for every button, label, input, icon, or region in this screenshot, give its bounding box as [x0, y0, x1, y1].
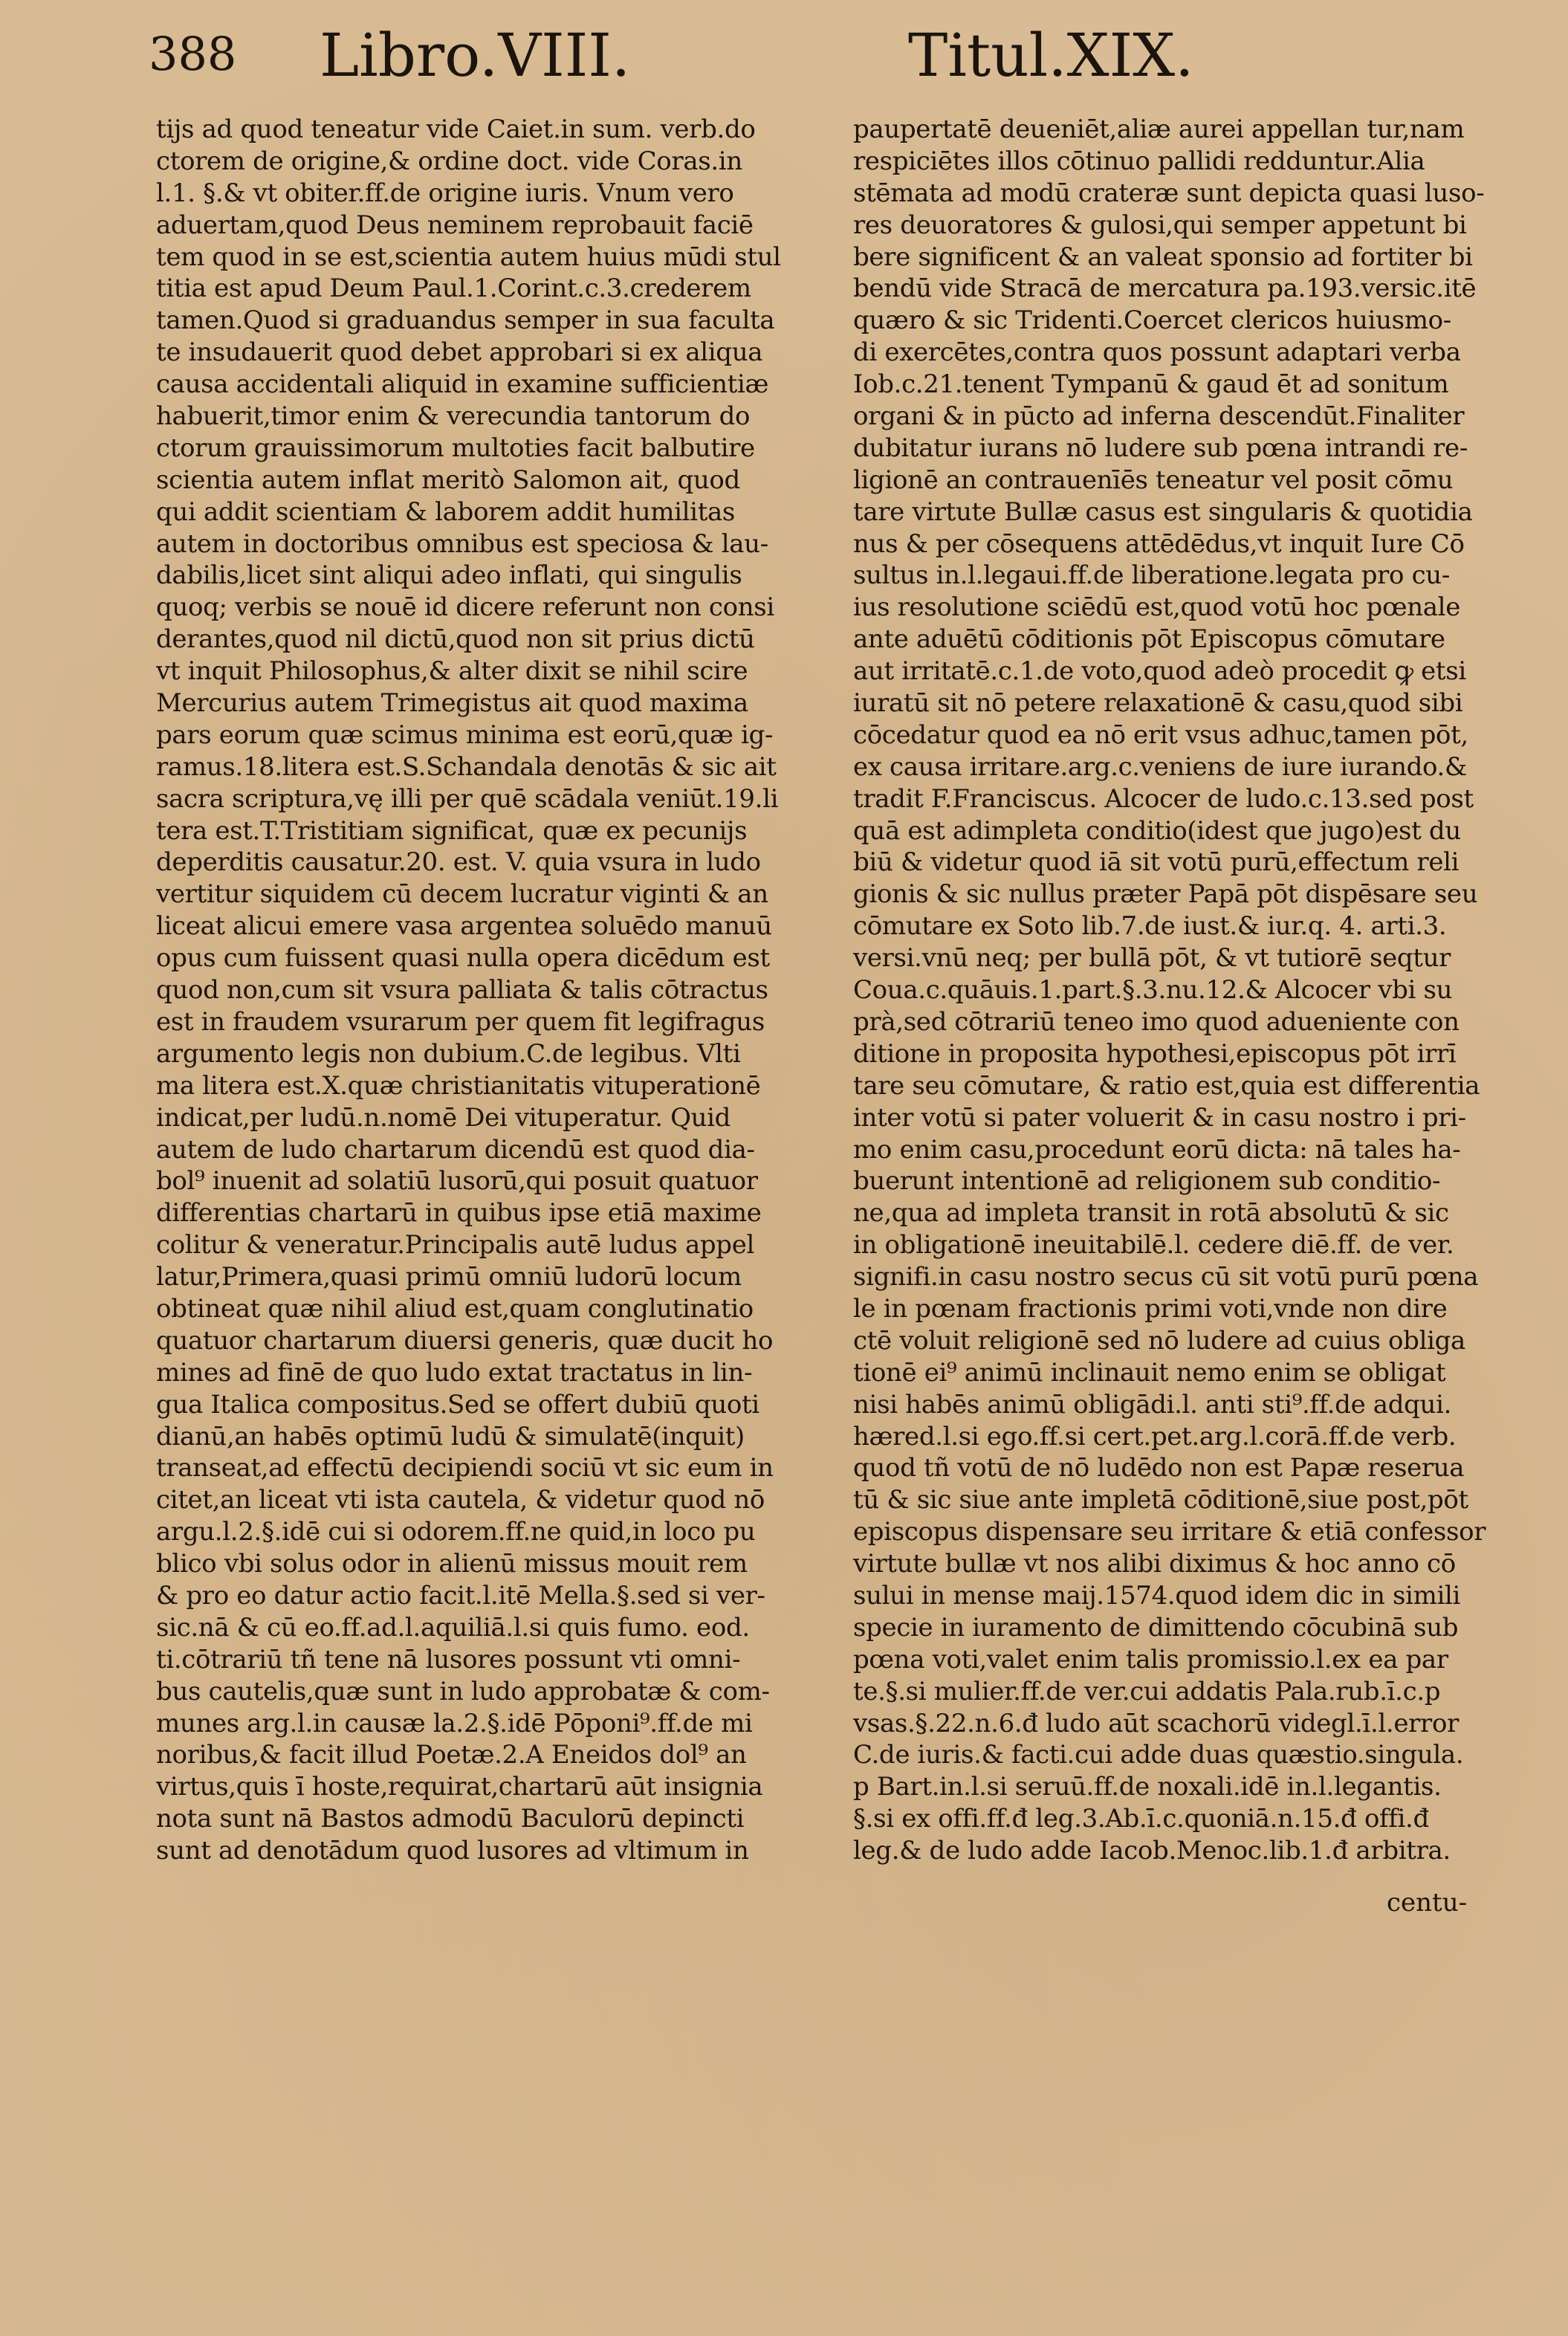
text-line: vertitur siquidem cū decem lucratur viginti & an	[156, 879, 768, 910]
text-line: biū & videtur quod iā sit votū purū,effectum reli	[853, 847, 1460, 878]
text-line: nota sunt nā Bastos admodū Baculorū depincti	[156, 1804, 745, 1834]
text-line: tamen.Quod si graduandus semper in sua faculta	[156, 305, 775, 336]
right-column	[853, 114, 1518, 1867]
text-line: Coua.c.quāuis.1.part.§.3.nu.12.& Alcocer vbi su	[853, 975, 1453, 1006]
text-line: bol⁹ inuenit ad solatiū lusorū,qui posuit quatuor	[156, 1166, 758, 1197]
text-line: ditione in proposita hypothesi,episcopus pōt irrī	[853, 1038, 1457, 1069]
text-line: obtineat quæ nihil aliud est,quam conglutinatio	[156, 1293, 754, 1324]
text-line: hæred.l.si ego.ff.si cert.pet.arg.l.corā.ff.de verb.	[853, 1421, 1457, 1452]
text-line: mo enim casu,procedunt eorū dicta: nā tales ha-	[853, 1134, 1461, 1165]
text-line: quod non,cum sit vsura palliata & talis cōtractus	[156, 975, 768, 1006]
text-line: paupertatē deueniēt,aliæ aurei appellan tur,nam	[853, 114, 1465, 144]
text-line: scientia autem inflat meritò Salomon ait, quod	[156, 465, 740, 495]
text-line: dabilis,licet sint aliqui adeo inflati, qui singulis	[156, 560, 742, 591]
title-heading: Titul.XIX.	[908, 21, 1194, 90]
text-line: quod tñ votū de nō ludēdo non est Papæ reserua	[853, 1453, 1465, 1484]
text-line: episcopus dispensare seu irritare & etiā confessor	[853, 1517, 1486, 1547]
text-line: organi & in pūcto ad inferna descendūt.Finaliter	[853, 401, 1465, 432]
text-line: blico vbi solus odor in alienū missus mouit rem	[156, 1549, 748, 1579]
text-line: gua Italica compositus.Sed se offert dubiū quoti	[156, 1389, 759, 1420]
text-line: res deuoratores & gulosi,qui semper appetunt bi	[853, 210, 1467, 240]
text-line: dianū,an habēs optimū ludū & simulatē(inquit)	[156, 1421, 745, 1452]
text-line: virtus,quis ī hoste,requirat,chartarū aūt insignia	[156, 1772, 763, 1802]
text-line: bere significent & an valeat sponsio ad fortiter bi	[853, 242, 1473, 272]
text-line: bendū vide Stracā de mercatura pa.193.versic.itē	[853, 274, 1477, 304]
text-line: ti.cōtrariū tñ tene nā lusores possunt vti omni-	[156, 1644, 741, 1675]
text-line: ctorum grauissimorum multoties facit balbutire	[156, 433, 755, 463]
text-line: sunt ad denotādum quod lusores ad vltimum in	[156, 1836, 749, 1866]
text-line: Iob.c.21.tenent Tympanū & gaud ēt ad sonitum	[853, 369, 1449, 400]
text-line: tijs ad quod teneatur vide Caiet.in sum. verb.do	[156, 114, 756, 144]
text-line: §.si ex offi.ff.đ leg.3.Ab.ī.c.quoniā.n.15.đ offi.đ	[853, 1804, 1429, 1834]
text-line: noribus,& facit illud Poetæ.2.A Eneidos dol⁹ an	[156, 1740, 747, 1770]
page-number: 388	[149, 27, 237, 81]
text-line: tare virtute Bullæ casus est singularis & quotidia	[853, 496, 1473, 527]
text-line: cōcedatur quod ea nō erit vsus adhuc,tamen pōt,	[853, 719, 1468, 750]
text-line: colitur & veneratur.Principalis autē ludus appel	[156, 1230, 755, 1261]
text-line: sultus in.l.legaui.ff.de liberatione.legata pro cu-	[853, 560, 1450, 591]
text-line: ius resolutione sciēdū est,quod votū hoc pœnale	[853, 592, 1460, 623]
text-line: ctē voluit religionē sed nō ludere ad cuius obliga	[853, 1325, 1465, 1356]
text-line: mines ad finē de quo ludo extat tractatus in lin-	[156, 1357, 753, 1388]
text-line: versi.vnū neq; per bullā pōt, & vt tutiorē seqtur	[853, 943, 1451, 974]
text-line: inter votū si pater voluerit & in casu nostro i pri-	[853, 1102, 1466, 1133]
text-line: tera est.T.Tristitiam significat, quæ ex pecunijs	[156, 815, 748, 846]
text-line: specie in iuramento de dimittendo cōcubinā sub	[853, 1612, 1459, 1643]
text-line: munes arg.l.in causæ la.2.§.idē Pōponi⁹.ff.de mi	[156, 1708, 753, 1738]
text-line: tionē ei⁹ animū inclinauit nemo enim se obligat	[853, 1357, 1446, 1388]
text-line: deperditis causatur.20. est. V. quia vsura in ludo	[156, 847, 761, 878]
text-line: pœna voti,valet enim talis promissio.l.ex ea par	[853, 1644, 1448, 1675]
text-line: C.de iuris.& facti.cui adde duas quæstio.singula.	[853, 1740, 1464, 1770]
text-line: ctorem de origine,& ordine doct. vide Coras.in	[156, 146, 742, 176]
text-line: differentias chartarū in quibus ipse etiā maxime	[156, 1198, 762, 1229]
text-line: ne,qua ad impleta transit in rotā absolutū & sic	[853, 1198, 1449, 1229]
text-line: respiciētes illos cōtinuo pallidi redduntur.Alia	[853, 146, 1425, 176]
text-line: quoq; verbis se nouē id dicere referunt non consi	[156, 592, 774, 623]
text-line: leg.& de ludo adde Iacob.Menoc.lib.1.đ arbitra.	[853, 1836, 1451, 1866]
text-line: sului in mense maij.1574.quod idem dic in simili	[853, 1580, 1461, 1611]
text-line: quatuor chartarum diuersi generis, quæ ducit ho	[156, 1325, 774, 1356]
text-line: latur,Primera,quasi primū omniū ludorū locum	[156, 1262, 742, 1292]
text-line: est in fraudem vsurarum per quem fit legifragus	[156, 1006, 765, 1037]
text-line: titia est apud Deum Paul.1.Corint.c.3.crederem	[156, 274, 751, 304]
text-line: autem in doctoribus omnibus est speciosa & lau-	[156, 528, 768, 559]
text-line: iuratū sit nō petere relaxationē & casu,quod sibi	[853, 688, 1463, 719]
text-line: l.1. §.& vt obiter.ff.de origine iuris. Vnum vero	[156, 178, 734, 208]
text-line: & pro eo datur actio facit.l.itē Mella.§.sed si ver-	[156, 1580, 765, 1611]
text-line: ligionē an contrauenīēs teneatur vel posit cōmu	[853, 465, 1454, 495]
catchword: centu-	[1387, 1888, 1468, 1918]
text-line: di exercētes,contra quos possunt adaptari verba	[853, 337, 1461, 368]
text-line: ex causa irritare.arg.c.veniens de iure iurando.&	[853, 751, 1467, 782]
text-line: indicat,per ludū.n.nomē Dei vituperatur. Quid	[156, 1102, 731, 1133]
text-line: vt inquit Philosophus,& alter dixit se nihil scire	[156, 656, 748, 687]
text-line: prà,sed cōtrariū teneo imo quod adueniente con	[853, 1006, 1460, 1037]
text-line: transeat,ad effectū decipiendi sociū vt sic eum in	[156, 1453, 774, 1484]
text-line: causa accidentali aliquid in examine sufficientiæ	[156, 369, 769, 400]
text-line: nisi habēs animū obligādi.l. anti sti⁹.ff.de adqui.	[853, 1389, 1452, 1420]
book-heading: Libro.VIII.	[320, 21, 631, 90]
text-line: argu.l.2.§.idē cui si odorem.ff.ne quid,in loco pu	[156, 1517, 756, 1547]
text-line: cōmutare ex Soto lib.7.de iust.& iur.q. 4. arti.3.	[853, 911, 1447, 942]
left-column	[156, 114, 821, 1867]
text-line: aut irritatē.c.1.de voto,quod adeò procedit ꝙ etsi	[853, 656, 1466, 687]
text-line: te.§.si mulier.ff.de ver.cui addatis Pala.rub.ī.c.p	[853, 1676, 1441, 1706]
text-line: sacra scriptura,vę illi per quē scādala veniūt.19.li	[156, 783, 779, 814]
text-line: quā est adimpleta conditio(idest que jugo)est du	[853, 815, 1461, 846]
text-line: tem quod in se est,scientia autem huius mūdi stul	[156, 242, 781, 272]
text-line: citet,an liceat vti ista cautela, & videtur quod nō	[156, 1485, 765, 1515]
text-line: tū & sic siue ante impletā cōditionē,siue post,pōt	[853, 1485, 1468, 1515]
text-line: virtute bullæ vt nos alibi diximus & hoc anno cō	[853, 1549, 1456, 1579]
text-line: ma litera est.X.quæ christianitatis vituperationē	[156, 1070, 761, 1101]
text-line: le in pœnam fractionis primi voti,vnde non dire	[853, 1293, 1448, 1324]
text-line: gionis & sic nullus præter Papā pōt dispēsare seu	[853, 879, 1478, 910]
text-line: stēmata ad modū crateræ sunt depicta quasi luso-	[853, 178, 1485, 208]
text-line: buerunt intentionē ad religionem sub conditio-	[853, 1166, 1441, 1197]
running-header	[0, 21, 1568, 103]
text-line: tare seu cōmutare, & ratio est,quia est differentia	[853, 1070, 1480, 1101]
text-line: vsas.§.22.n.6.đ ludo aūt scachorū videgl.ī.l.error	[853, 1708, 1459, 1738]
text-line: te insudauerit quod debet approbari si ex aliqua	[156, 337, 763, 368]
text-line: autem de ludo chartarum dicendū est quod dia-	[156, 1134, 755, 1165]
text-line: in obligationē ineuitabilē.l. cedere diē.ff. de ver.	[853, 1230, 1454, 1261]
text-line: argumento legis non dubium.C.de legibus. Vlti	[156, 1038, 741, 1069]
text-line: liceat alicui emere vasa argentea soluēdo manuū	[156, 911, 772, 942]
text-line: sic.nā & cū eo.ff.ad.l.aquiliā.l.si quis fumo. eod.	[156, 1612, 750, 1643]
text-line: Mercurius autem Trimegistus ait quod maxima	[156, 688, 748, 719]
text-line: ante aduētū cōditionis pōt Episcopus cōmutare	[853, 624, 1445, 655]
text-line: qui addit scientiam & laborem addit humilitas	[156, 496, 736, 527]
text-line: opus cum fuissent quasi nulla opera dicēdum est	[156, 943, 770, 974]
text-line: dubitatur iurans nō ludere sub pœna intrandi re-	[853, 433, 1468, 463]
text-line: tradit F.Franciscus. Alcocer de ludo.c.13.sed post	[853, 783, 1474, 814]
text-line: nus & per cōsequens attēdēdus,vt inquit Iure Cō	[853, 528, 1465, 559]
text-line: pars eorum quæ scimus minima est eorū,quæ ig-	[156, 719, 774, 750]
text-line: habuerit,timor enim & verecundia tantorum do	[156, 401, 751, 432]
text-line: signifi.in casu nostro secus cū sit votū purū pœna	[853, 1262, 1479, 1292]
text-line: p Bart.in.l.si seruū.ff.de noxali.idē in.l.legantis.	[853, 1772, 1442, 1802]
text-line: quæro & sic Tridenti.Coercet clericos huiusmo-	[853, 305, 1451, 336]
text-line: ramus.18.litera est.S.Schandala denotās & sic ait	[156, 751, 777, 782]
text-line: derantes,quod nil dictū,quod non sit prius dictū	[156, 624, 755, 655]
text-line: bus cautelis,quæ sunt in ludo approbatæ & com-	[156, 1676, 770, 1706]
text-line: aduertam,quod Deus neminem reprobauit faciē	[156, 210, 754, 240]
